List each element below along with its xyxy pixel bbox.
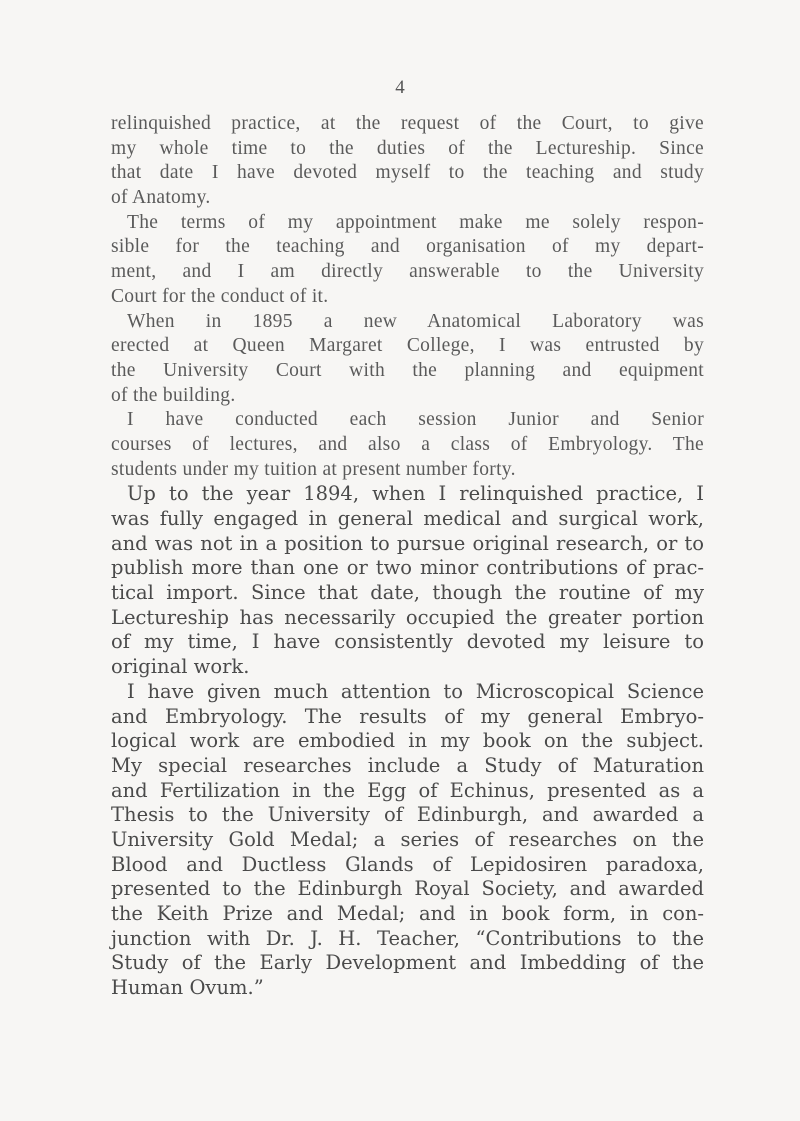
text-line: publish more than one or two minor contributions of prac- — [111, 556, 704, 580]
paragraph — [111, 680, 704, 1001]
text-line: sible for the teaching and organisation of my depart- — [111, 236, 704, 258]
paragraph — [111, 310, 704, 409]
text-line: Blood and Ductless Glands of Lepidosiren paradoxa, — [111, 852, 704, 876]
text-line: The terms of my appointment make me solely respon- — [127, 211, 704, 233]
paragraph — [111, 408, 704, 482]
text-line: Court for the conduct of it. — [111, 285, 329, 307]
text-line: that date I have devoted myself to the teaching and study — [111, 162, 704, 184]
text-line: Study of the Early Development and Imbedding of the — [111, 951, 704, 975]
text-line: Lectureship has necessarily occupied the greater portion — [111, 605, 704, 629]
text-line: courses of lectures, and also a class of Embryology. The — [111, 433, 704, 455]
text-line: relinquished practice, at the request of the Court, to give — [111, 113, 704, 134]
text-line: ment, and I am directly answerable to the University — [111, 261, 704, 283]
text-line: Up to the year 1894, when I relinquished practice, I — [127, 482, 704, 506]
paragraph — [111, 112, 704, 211]
text-line: of my time, I have consistently devoted my leisure to — [111, 630, 704, 654]
text-line: of Anatomy. — [111, 187, 211, 209]
text-line: original work. — [111, 655, 250, 679]
text-line: University Gold Medal; a series of researches on the — [111, 827, 704, 851]
text-line: Thesis to the University of Edinburgh, and awarded a — [111, 803, 704, 827]
text-line: and Embryology. The results of my general Embryo- — [111, 704, 704, 728]
text-line: of the building. — [111, 384, 236, 406]
text-line: the University Court with the planning and equipment — [111, 359, 704, 381]
paragraph — [111, 482, 704, 680]
text-line: and Fertilization in the Egg of Echinus, presented as a — [111, 778, 704, 802]
text-line: the Keith Prize and Medal; and in book form, in con- — [111, 902, 704, 925]
text-line: When in 1895 a new Anatomical Laboratory was — [127, 310, 704, 332]
text-line: I have conducted each session Junior and Senior — [127, 409, 704, 431]
text-line: junction with Dr. J. H. Teacher, “Contributions to the — [111, 926, 704, 950]
text-line: and was not in a position to pursue original research, or to — [111, 531, 704, 555]
text-line: was fully engaged in general medical and surgical work, — [111, 507, 704, 530]
text-line: tical import. Since that date, though the routine of my — [111, 581, 704, 605]
paragraph — [111, 211, 704, 310]
text-line: My special researches include a Study of Maturation — [111, 753, 704, 777]
text-line: Human Ovum.” — [111, 976, 264, 1000]
page-number: 4 — [395, 77, 405, 98]
text-line: logical work are embodied in my book on the subject. — [111, 729, 704, 753]
text-line: my whole time to the duties of the Lectureship. Since — [111, 137, 704, 159]
text-line: presented to the Edinburgh Royal Society, and awarded — [111, 877, 704, 901]
text-line: I have given much attention to Microscopical Science — [127, 679, 704, 703]
text-line: students under my tuition at present number forty. — [111, 458, 516, 480]
text-line: erected at Queen Margaret College, I was entrusted by — [111, 335, 704, 357]
body-text — [111, 112, 704, 1001]
